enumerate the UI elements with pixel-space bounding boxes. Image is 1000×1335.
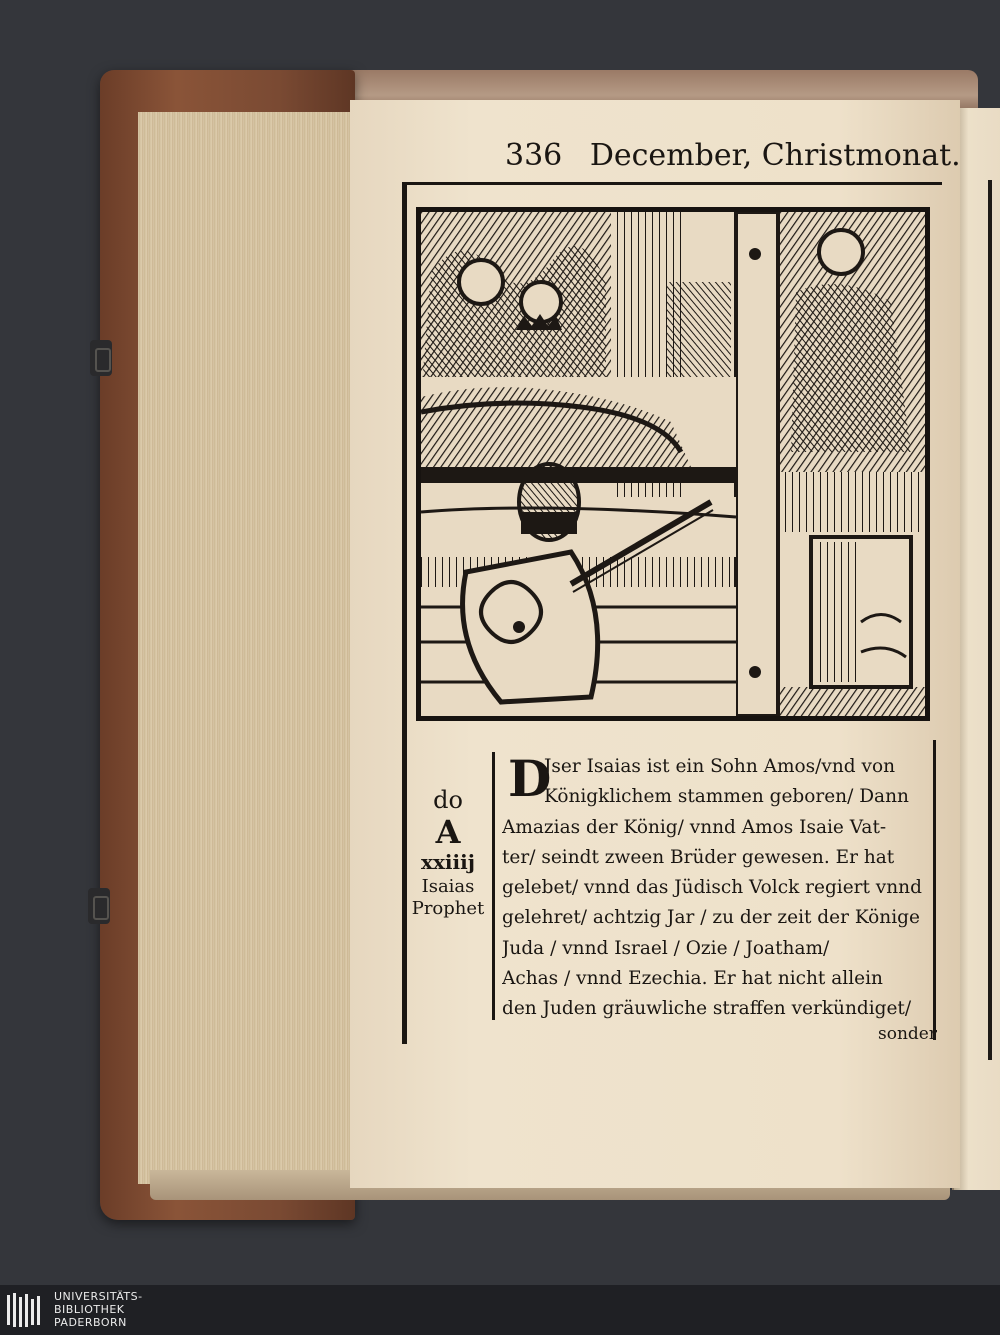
margin-note-name: Isaias [421, 876, 475, 897]
book-page-edges [138, 112, 352, 1184]
catchword: sonder [878, 1024, 937, 1044]
margin-note-title: Prophet [411, 898, 485, 919]
margin-note [405, 788, 491, 918]
text-line: Amazias der König/ vnnd Amos Isaie Vat- [502, 816, 887, 838]
margin-note-letter: A [435, 813, 461, 851]
woodcut-illustration [416, 207, 930, 721]
text-line: Königklichem stammen geboren/ Dann [544, 786, 909, 808]
text-line: ter/ seindt zween Brüder gewesen. Er hat [502, 846, 895, 868]
margin-note-number: xxiiij [421, 850, 475, 874]
woodcut-image [421, 212, 925, 716]
page-number: 336 [505, 138, 563, 173]
running-head-title: December, Christmonat. [589, 138, 961, 173]
footer-bar [0, 1285, 1000, 1335]
body-text [502, 749, 934, 1025]
text-rule-left [492, 752, 495, 1020]
running-head [505, 138, 961, 182]
clasp-lower-icon [88, 888, 110, 924]
logo-line: PADERBORN [54, 1316, 127, 1329]
text-line: Jser Isaias ist ein Sohn Amos/vnd von [544, 756, 896, 777]
clasp-upper-icon [90, 340, 112, 376]
logo-line: BIBLIOTHEK [54, 1303, 125, 1316]
text-line: Achas / vnnd Ezechia. Er hat nicht allein [502, 968, 883, 990]
margin-note-day: do [433, 786, 463, 814]
text-line: gelehret/ achtzig Jar / zu der zeit der Könige [502, 907, 920, 929]
text-line: gelebet/ vnnd das Jüdisch Volck regiert vnnd [502, 877, 922, 899]
drop-capital: D [508, 749, 552, 808]
facing-page-rule [988, 180, 992, 1060]
text-line: Juda / vnnd Israel / Ozie / Joatham/ [502, 937, 830, 959]
text-line: den Juden gräuwliche straffen verkündiget/ [502, 998, 912, 1020]
logo-line: UNIVERSITÄTS- [54, 1290, 143, 1303]
library-logo-icon [6, 1291, 42, 1329]
library-logo-text [54, 1290, 143, 1329]
frame-rule-top [402, 182, 942, 185]
